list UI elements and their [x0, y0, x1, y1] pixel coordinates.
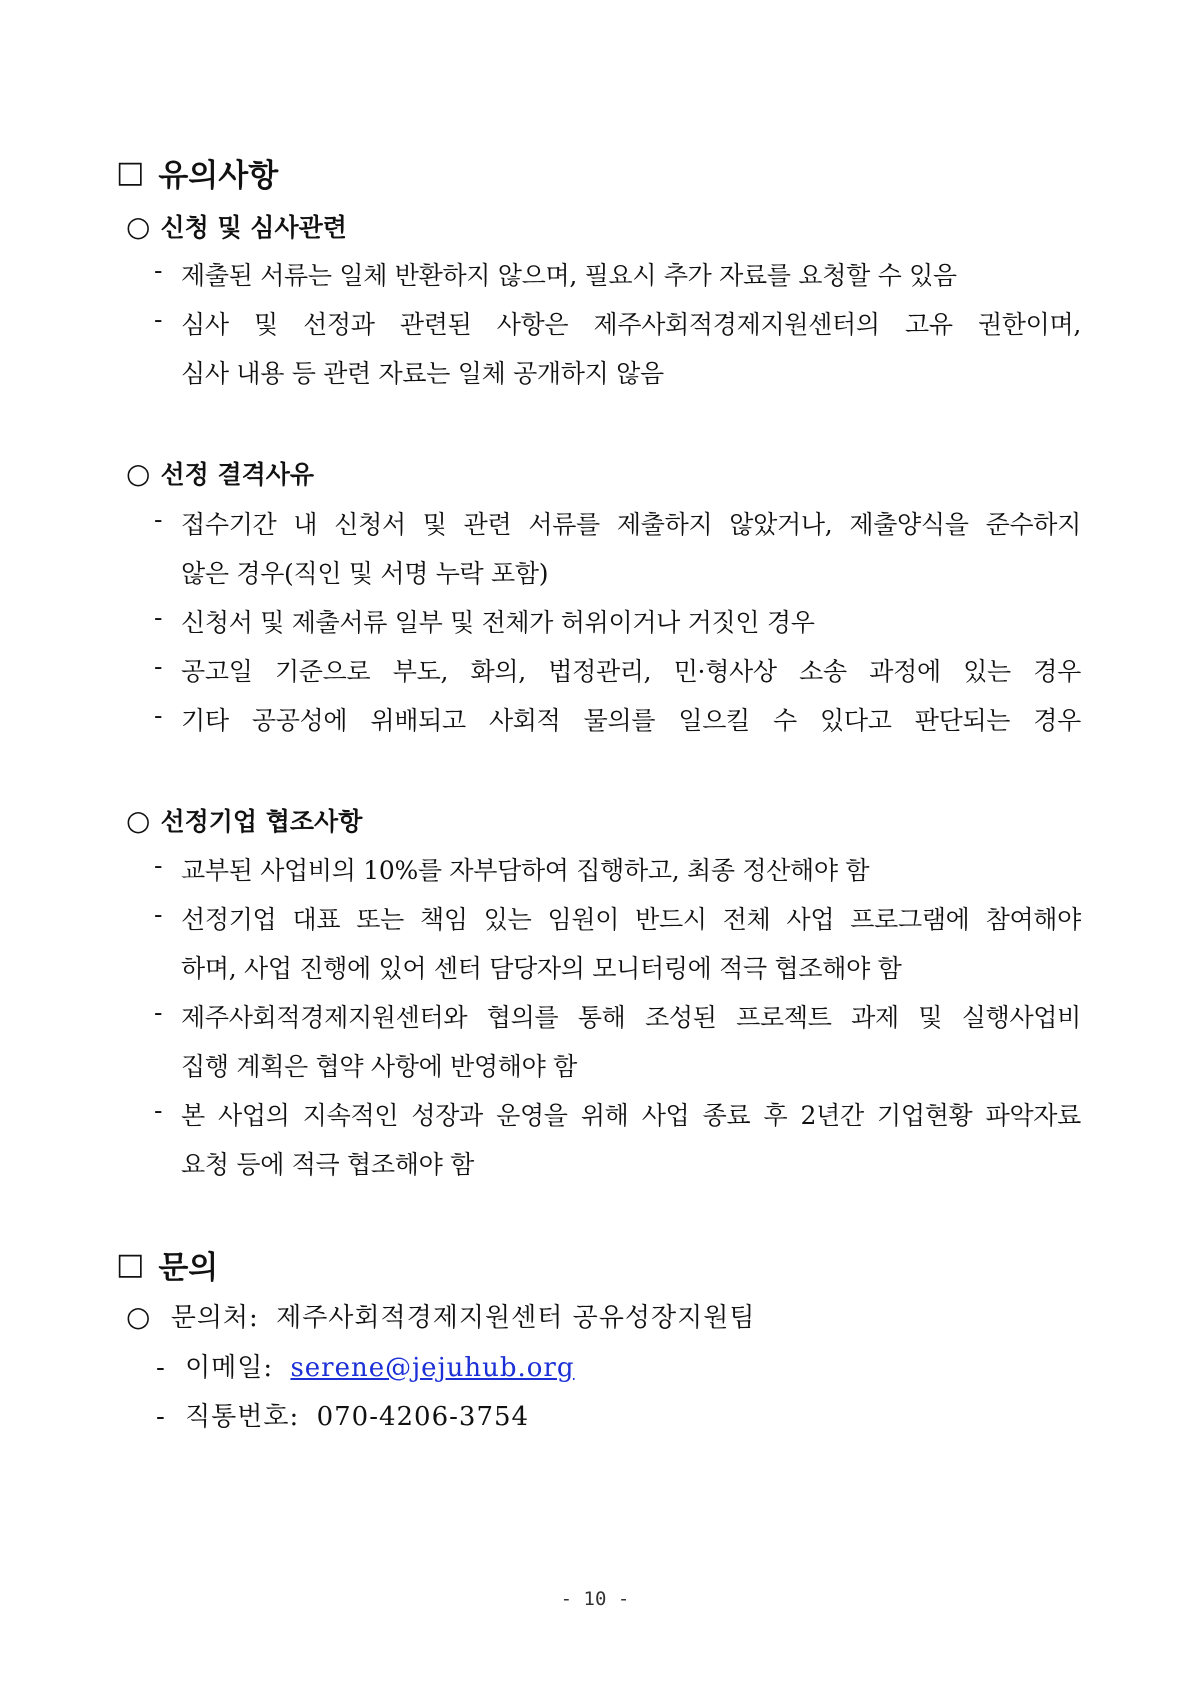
circle-bullet-icon: ○	[126, 1300, 152, 1333]
dash-bullet: -	[154, 652, 163, 681]
circle-bullet-icon: ○	[126, 209, 151, 243]
contact-org: 제주사회적경제지원센터 공유성장지원팀	[276, 1303, 756, 1333]
list-item: 제출된 서류는 일체 반환하지 않으며, 필요시 추가 자료를 요청할 수 있음	[181, 261, 957, 290]
subsection-title-text: 선정기업 협조사항	[160, 807, 363, 836]
list-item: 본 사업의 지속적인 성장과 운영을 위해 사업 종료 후 2년간 기업현황 파악자료	[181, 1101, 1081, 1130]
phone-number: 070-4206-3754	[316, 1402, 530, 1432]
dash-bullet: -	[154, 701, 163, 730]
dash-bullet: -	[154, 851, 163, 880]
list-item: 제주사회적경제지원센터와 협의를 통해 조성된 프로젝트 과제 및 실행사업비	[181, 1003, 1081, 1032]
subsection-title-disqualification	[126, 455, 314, 491]
list-item: 공고일 기준으로 부도, 화의, 법정관리, 민·형사상 소송 과정에 있는 경우	[181, 657, 1081, 686]
section-title-notes	[116, 150, 278, 195]
square-bullet-icon: □	[116, 155, 145, 190]
list-item-continuation: 심사 내용 등 관련 자료는 일체 공개하지 않음	[181, 359, 664, 388]
dash-bullet: -	[154, 998, 163, 1027]
dash-bullet: -	[154, 900, 163, 929]
square-bullet-icon: □	[116, 1247, 145, 1282]
list-item: 신청서 및 제출서류 일부 및 전체가 허위이거나 거짓인 경우	[181, 608, 815, 637]
list-item-continuation: 하며, 사업 진행에 있어 센터 담당자의 모니터링에 적극 협조해야 함	[181, 954, 902, 983]
dash-bullet: -	[154, 603, 163, 632]
contact-label: 문의처:	[170, 1303, 259, 1333]
subsection-title-cooperation	[126, 802, 362, 838]
list-item-continuation: 않은 경우(직인 및 서명 누락 포함)	[181, 559, 549, 588]
list-item-continuation: 요청 등에 적극 협조해야 함	[181, 1150, 474, 1179]
circle-bullet-icon: ○	[126, 456, 151, 490]
subsection-title-text: 선정 결격사유	[160, 460, 315, 489]
phone-label: 직통번호:	[185, 1402, 300, 1432]
dash-bullet: -	[154, 1096, 163, 1125]
section-title-text: 문의	[158, 1250, 219, 1286]
list-item: 접수기간 내 신청서 및 관련 서류를 제출하지 않았거나, 제출양식을 준수하지	[181, 510, 1081, 539]
dash-bullet: -	[154, 505, 163, 534]
phone-line	[156, 1396, 529, 1433]
email-link[interactable]: serene@jejuhub.org	[290, 1353, 575, 1383]
list-item: 선정기업 대표 또는 책임 있는 임원이 반드시 전체 사업 프로그램에 참여해야	[181, 905, 1081, 934]
page-number: - 10 -	[560, 1588, 630, 1610]
dash-bullet: -	[156, 1353, 166, 1383]
email-line	[156, 1347, 575, 1384]
subsection-title-application	[126, 208, 347, 244]
list-item-continuation: 집행 계획은 협약 사항에 반영해야 함	[181, 1052, 577, 1081]
dash-bullet: -	[156, 1402, 166, 1432]
circle-bullet-icon: ○	[126, 803, 151, 837]
section-title-text: 유의사항	[158, 158, 279, 194]
subsection-title-text: 신청 및 심사관련	[160, 213, 347, 242]
list-item: 심사 및 선정과 관련된 사항은 제주사회적경제지원센터의 고유 권한이며,	[181, 310, 1081, 339]
email-label: 이메일:	[185, 1353, 274, 1383]
list-item: 기타 공공성에 위배되고 사회적 물의를 일으킬 수 있다고 판단되는 경우	[181, 706, 1081, 735]
list-item: 교부된 사업비의 10%를 자부담하여 집행하고, 최종 정산해야 함	[181, 856, 870, 885]
contact-org-line	[126, 1297, 755, 1334]
section-title-inquiry	[116, 1242, 218, 1287]
dash-bullet: -	[154, 305, 163, 334]
dash-bullet: -	[154, 256, 163, 285]
